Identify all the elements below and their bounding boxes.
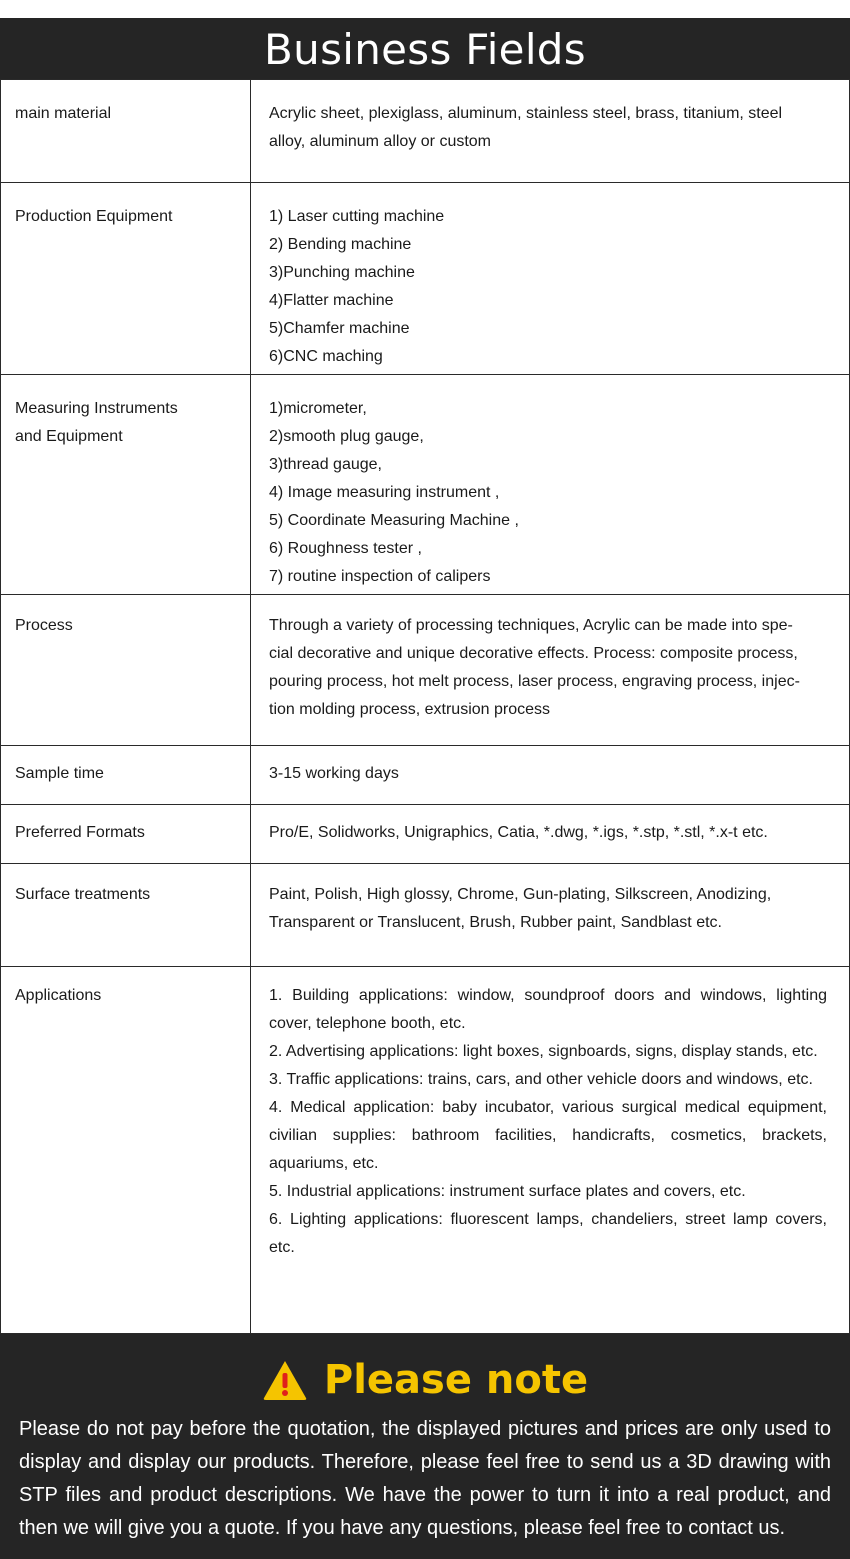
spec-label [1, 864, 251, 967]
application-item: 6. Lighting applications: fluorescent lamps, chandeliers, street lamp covers, etc. [269, 1211, 827, 1256]
spec-value [251, 183, 850, 375]
spec-value [251, 595, 850, 746]
note-header [0, 1356, 850, 1404]
value-line: 3)Punching machine [269, 264, 415, 281]
value-line: cial decorative and unique decorative effects. Process: composite process, [269, 645, 798, 662]
value-line: Paint, Polish, High glossy, Chrome, Gun-plating, Silkscreen, Anodizing, [269, 886, 772, 903]
spec-label [1, 375, 251, 595]
value-line: 5)Chamfer machine [269, 320, 410, 337]
spec-value [251, 967, 850, 1334]
spec-value [251, 375, 850, 595]
spec-row-production-equipment [1, 183, 850, 375]
label-line: Production Equipment [15, 208, 173, 225]
application-item: 4. Medical application: baby incubator, various surgical medical equipment, civilian supplies: bathroom facilities, handicrafts, cosmetics, brackets, aquariums, etc. [269, 1099, 827, 1172]
spec-row-measuring-instruments [1, 375, 850, 595]
value-line: alloy, aluminum alloy or custom [269, 133, 492, 150]
value-line: pouring process, hot melt process, laser process, engraving process, injec- [269, 673, 800, 690]
spec-label [1, 967, 251, 1334]
label-line: Surface treatments [15, 886, 151, 903]
note-text: Please do not pay before the quotation, the displayed pictures and prices are only used to display and display our products. Therefore, please feel free to send us a 3D drawing with STP files and product descriptions. We have the power to turn it into a real product, and then we will give you a quote. If you have any questions, please feel free to contact us. [19, 1418, 831, 1539]
application-item: 1. Building applications: window, soundproof doors and windows, lighting cover, telephone booth, etc. [269, 987, 827, 1032]
spec-label [1, 595, 251, 746]
spec-row-main-material [1, 80, 850, 183]
value-line: 2)smooth plug gauge, [269, 428, 424, 445]
value-line: Pro/E, Solidworks, Unigraphics, Catia, *.dwg, *.igs, *.stp, *.stl, *.x-t etc. [269, 824, 768, 841]
spec-row-sample-time [1, 746, 850, 805]
application-item: 5. Industrial applications: instrument surface plates and covers, etc. [269, 1183, 746, 1200]
label-line: Sample time [15, 765, 104, 782]
value-line: Acrylic sheet, plexiglass, aluminum, stainless steel, brass, titanium, steel [269, 105, 783, 122]
page-title: Business Fields [264, 24, 586, 74]
label-line: Preferred Formats [15, 824, 145, 841]
value-line: 5) Coordinate Measuring Machine , [269, 512, 519, 529]
application-item: 2. Advertising applications: light boxes, signboards, signs, display stands, etc. [269, 1043, 818, 1060]
note-title: Please note [323, 1357, 589, 1403]
note-section [0, 1334, 850, 1559]
spec-row-preferred-formats [1, 805, 850, 864]
spec-label [1, 80, 251, 183]
value-line: 1)micrometer, [269, 400, 367, 417]
label-line: main material [15, 105, 112, 122]
spec-value [251, 746, 850, 805]
value-line: 4)Flatter machine [269, 292, 394, 309]
label-line: Measuring Instruments [15, 400, 178, 417]
spec-value [251, 80, 850, 183]
value-line: 2) Bending machine [269, 236, 412, 253]
value-line: 3-15 working days [269, 765, 399, 782]
spec-row-process [1, 595, 850, 746]
spec-value [251, 864, 850, 967]
application-item: 3. Traffic applications: trains, cars, and other vehicle doors and windows, etc. [269, 1071, 813, 1088]
value-line: 4) Image measuring instrument , [269, 484, 500, 501]
business-fields-table [0, 79, 850, 1334]
label-line: and Equipment [15, 428, 123, 445]
value-line: Through a variety of processing techniques, Acrylic can be made into spe- [269, 617, 793, 634]
spec-label [1, 746, 251, 805]
value-line: 6) Roughness tester , [269, 540, 422, 557]
value-line: 3)thread gauge, [269, 456, 382, 473]
spec-row-applications [1, 967, 850, 1334]
label-line: Process [15, 617, 73, 634]
spec-label [1, 805, 251, 864]
warning-triangle-icon [262, 1359, 308, 1401]
spec-label [1, 183, 251, 375]
value-line: tion molding process, extrusion process [269, 701, 551, 718]
header-banner [0, 18, 850, 79]
value-line: 1) Laser cutting machine [269, 208, 445, 225]
value-line: 7) routine inspection of calipers [269, 568, 491, 585]
value-line: Transparent or Translucent, Brush, Rubber paint, Sandblast etc. [269, 914, 722, 931]
label-line: Applications [15, 987, 102, 1004]
value-line: 6)CNC maching [269, 348, 383, 365]
spec-value [251, 805, 850, 864]
spec-row-surface-treatments [1, 864, 850, 967]
